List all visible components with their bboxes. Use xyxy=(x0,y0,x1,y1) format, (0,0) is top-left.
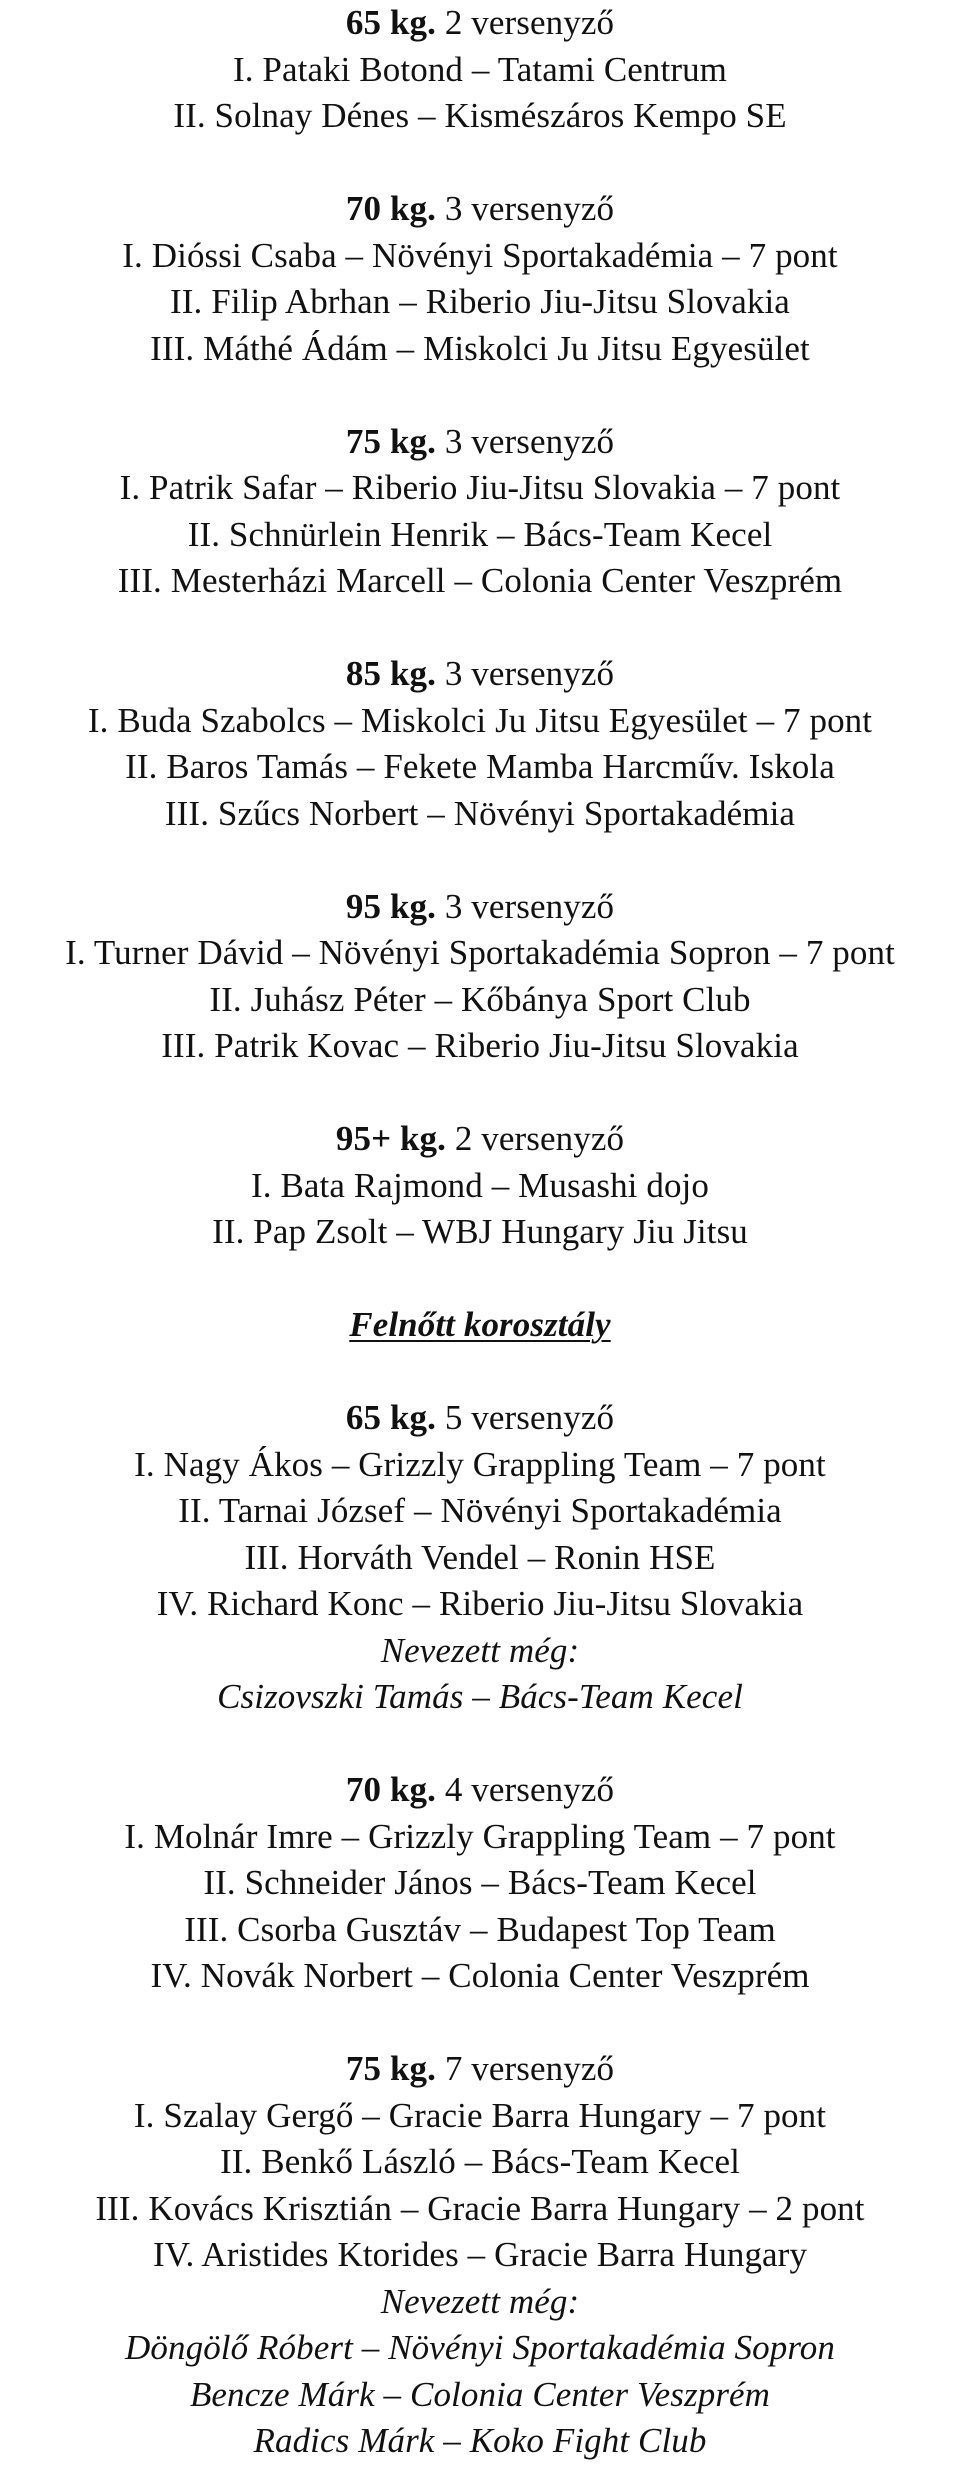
result-line: II. Schnürlein Henrik – Bács-Team Kecel xyxy=(187,514,773,554)
category-heading xyxy=(0,1395,960,1442)
result-line: III. Patrik Kovac – Riberio Jiu-Jitsu Slovakia xyxy=(161,1026,799,1065)
section-title: Felnőtt korosztály xyxy=(349,1305,611,1344)
also-entered-entry: Csizovszki Tamás – Bács-Team Kecel xyxy=(217,1677,743,1716)
weight-class: 70 kg. xyxy=(345,189,436,228)
result-line: I. Pataki Botond – Tatami Centrum xyxy=(232,49,728,89)
result-line: II. Schneider János – Bács-Team Kecel xyxy=(203,1863,757,1902)
weight-class: 85 kg. xyxy=(345,654,436,693)
weight-class: 75 kg. xyxy=(345,2049,436,2088)
result-line: IV. Novák Norbert – Colonia Center Veszprém xyxy=(150,1956,810,1995)
also-entered-entry: Bencze Márk – Colonia Center Veszprém xyxy=(189,2374,771,2414)
result-line: III. Szűcs Norbert – Növényi Sportakadémia xyxy=(164,793,796,833)
result-line: IV. Richard Konc – Riberio Jiu-Jitsu Slovakia xyxy=(156,1584,804,1623)
spacer xyxy=(0,140,960,187)
result-line: II. Juhász Péter – Kőbánya Sport Club xyxy=(209,979,751,1019)
spacer xyxy=(0,1721,960,1768)
result-line: I. Szalay Gergő – Gracie Barra Hungary – 7 pont xyxy=(133,2095,827,2135)
result-line: IV. Aristides Ktorides – Gracie Barra Hungary xyxy=(152,2235,808,2274)
spacer xyxy=(0,1256,960,1303)
competitor-count: 2 versenyző xyxy=(444,3,615,42)
result-line: II. Solnay Dénes – Kismészáros Kempo SE xyxy=(173,96,787,135)
result-line: II. Tarnai József – Növényi Sportakadémia xyxy=(178,1491,782,1530)
result-line: I. Dióssi Csaba – Növényi Sportakadémia – 7 pont xyxy=(122,235,838,275)
result-line: III. Horváth Vendel – Ronin HSE xyxy=(244,1537,716,1577)
category-heading xyxy=(0,2046,960,2093)
category-heading xyxy=(0,884,960,931)
competitor-count: 7 versenyző xyxy=(444,2049,615,2088)
spacer xyxy=(0,605,960,652)
competitor-count: 3 versenyző xyxy=(444,421,615,461)
result-line: III. Csorba Gusztáv – Budapest Top Team xyxy=(184,1909,776,1949)
section-heading xyxy=(0,1302,960,1349)
category-heading xyxy=(0,419,960,466)
spacer xyxy=(0,837,960,884)
category-heading xyxy=(0,0,960,47)
also-entered-entry: Radics Márk – Koko Fight Club xyxy=(253,2421,707,2460)
result-line: I. Patrik Safar – Riberio Jiu-Jitsu Slovakia – 7 pont xyxy=(119,468,841,507)
also-entered-label: Nevezett még: xyxy=(380,2281,580,2321)
category-heading xyxy=(0,651,960,698)
result-line: III. Kovács Krisztián – Gracie Barra Hungary – 2 pont xyxy=(95,2188,865,2228)
result-line: II. Baros Tamás – Fekete Mamba Harcműv. Iskola xyxy=(125,747,835,786)
result-line: III. Mesterházi Marcell – Colonia Center Veszprém xyxy=(117,561,843,600)
result-line: II. Filip Abrhan – Riberio Jiu-Jitsu Slovakia xyxy=(170,282,790,321)
result-line: I. Buda Szabolcs – Miskolci Ju Jitsu Egyesület – 7 pont xyxy=(87,700,873,740)
spacer xyxy=(0,2000,960,2047)
competitor-count: 2 versenyző xyxy=(454,1119,625,1158)
result-line: I. Nagy Ákos – Grizzly Grappling Team – 7 pont xyxy=(134,1444,826,1484)
weight-class: 95+ kg. xyxy=(335,1119,446,1158)
result-line: I. Bata Rajmond – Musashi dojo xyxy=(251,1165,709,1205)
category-heading xyxy=(0,186,960,233)
category-heading xyxy=(0,1116,960,1163)
result-line: II. Pap Zsolt – WBJ Hungary Jiu Jitsu xyxy=(212,1212,748,1251)
competitor-count: 3 versenyző xyxy=(444,189,615,228)
weight-class: 75 kg. xyxy=(345,421,436,461)
result-line: II. Benkő László – Bács-Team Kecel xyxy=(220,2142,740,2181)
spacer xyxy=(0,1070,960,1117)
also-entered-label: Nevezett még: xyxy=(380,1630,580,1670)
competitor-count: 4 versenyző xyxy=(444,1770,615,1809)
spacer xyxy=(0,1349,960,1396)
also-entered-entry: Döngölő Róbert – Növényi Sportakadémia Sopron xyxy=(125,2328,835,2367)
weight-class: 95 kg. xyxy=(345,886,436,926)
spacer xyxy=(0,372,960,419)
competitor-count: 3 versenyző xyxy=(444,654,615,693)
result-line: I. Molnár Imre – Grizzly Grappling Team – 7 pont xyxy=(124,1816,836,1856)
competitor-count: 5 versenyző xyxy=(444,1398,615,1437)
weight-class: 65 kg. xyxy=(345,3,436,42)
weight-class: 70 kg. xyxy=(345,1770,436,1809)
result-line: I. Turner Dávid – Növényi Sportakadémia Sopron – 7 pont xyxy=(65,933,895,972)
result-line: III. Máthé Ádám – Miskolci Ju Jitsu Egyesület xyxy=(150,328,810,368)
weight-class: 65 kg. xyxy=(345,1398,436,1437)
category-heading xyxy=(0,1767,960,1814)
competitor-count: 3 versenyző xyxy=(444,886,615,926)
